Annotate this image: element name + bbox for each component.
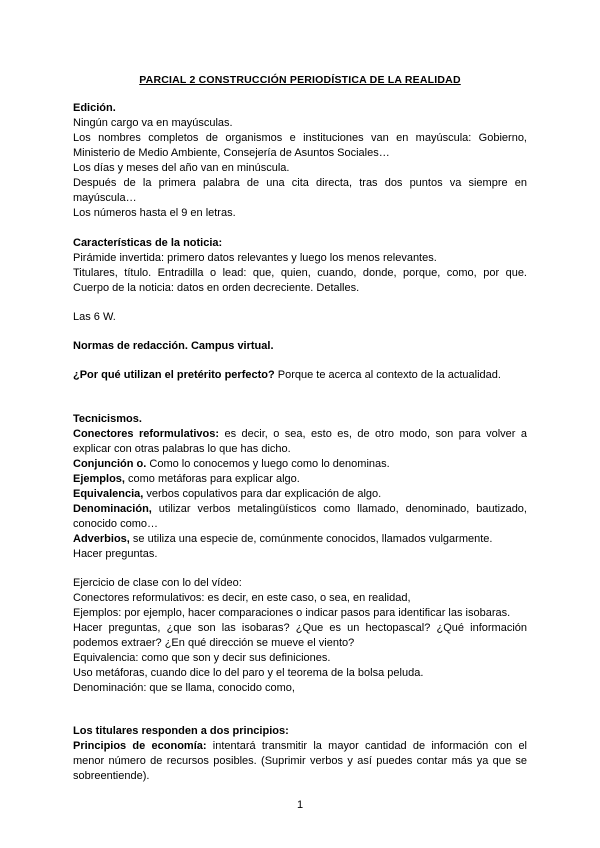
paragraph-line: Pirámide invertida: primero datos relevantes y luego los menos relevantes. xyxy=(73,252,437,264)
term-text: intentará transmitir la mayor cantidad de información con el xyxy=(206,740,528,752)
paragraph-line: conocido como… xyxy=(73,518,158,530)
paragraph-line xyxy=(73,457,527,471)
term-text: es decir, o sea, esto es, de otro modo, son para volver a xyxy=(219,428,527,440)
section-heading-tecnicismos: Tecnicismos. xyxy=(73,413,142,425)
paragraph-line: podemos extraer? ¿En qué dirección se mueve el viento? xyxy=(73,637,355,649)
section-heading-noticia: Características de la noticia: xyxy=(73,237,223,249)
paragraph-line xyxy=(73,739,527,753)
paragraph-line: Titulares, título. Entradilla o lead: que, quien, cuando, donde, porque, como, por que. xyxy=(73,267,527,279)
paragraph-line: sobreentiende). xyxy=(73,770,150,782)
section-heading-titulares: Los titulares responden a dos principios: xyxy=(73,725,289,737)
paragraph-line: explicar con otras palabras lo que has dicho. xyxy=(73,443,291,455)
paragraph-line: Uso metáforas, cuando dice lo del paro y el teorema de la bolsa peluda. xyxy=(73,667,424,679)
term-text: se utiliza una especie de, comúnmente conocidos, llamados vulgarmente. xyxy=(129,533,493,545)
paragraph-line: Los nombres completos de organismos e instituciones van en mayúscula: Gobierno, xyxy=(73,132,527,144)
section-heading-normas: Normas de redacción. Campus virtual. xyxy=(73,340,274,352)
preterito-answer: Porque te acerca al contexto de la actualidad. xyxy=(274,369,501,381)
term-text: verbos copulativos para dar explicación de algo. xyxy=(143,488,382,500)
paragraph-line: Las 6 W. xyxy=(73,311,116,323)
term-label: Adverbios, xyxy=(73,533,130,545)
paragraph-line xyxy=(73,427,527,441)
paragraph-line: Cuerpo de la noticia: datos en orden decreciente. Detalles. xyxy=(73,282,360,294)
term-label: Conectores reformulativos: xyxy=(73,428,220,440)
term-text: como metáforas para explicar algo. xyxy=(124,473,300,485)
paragraph-line xyxy=(73,502,527,516)
paragraph-line xyxy=(73,472,527,486)
paragraph-line: Conectores reformulativos: es decir, en este caso, o sea, en realidad, xyxy=(73,592,411,604)
paragraph-line: mayúscula… xyxy=(73,192,137,204)
document-title: PARCIAL 2 CONSTRUCCIÓN PERIODÍSTICA DE LA REALIDAD xyxy=(139,74,461,86)
paragraph-line: Hacer preguntas, ¿que son las isobaras? ¿Que es un hectopascal? ¿Qué información xyxy=(73,622,527,634)
paragraph-line: Los números hasta el 9 en letras. xyxy=(73,207,236,219)
term-label: Principios de economía: xyxy=(73,740,207,752)
term-label: Equivalencia, xyxy=(73,488,144,500)
paragraph-line: Ministerio de Medio Ambiente, Consejería de Asuntos Sociales… xyxy=(73,147,390,159)
paragraph-line: Ejercicio de clase con lo del vídeo: xyxy=(73,577,242,589)
paragraph-line: Equivalencia: como que son y decir sus definiciones. xyxy=(73,652,331,664)
paragraph-line: menor número de recursos posibles. (Suprimir verbos y así puedes contar más ya que se xyxy=(73,755,527,767)
paragraph-line: Denominación: que se llama, conocido como, xyxy=(73,682,295,694)
paragraph-line xyxy=(73,487,527,501)
term-text: Como lo conocemos y luego como lo denominas. xyxy=(146,458,390,470)
section-heading-edicion: Edición. xyxy=(73,102,116,114)
paragraph-line: Los días y meses del año van en minúscula. xyxy=(73,162,290,174)
paragraph-line: Ningún cargo va en mayúsculas. xyxy=(73,117,233,129)
paragraph-line: Después de la primera palabra de una cita directa, tras dos puntos va siempre en xyxy=(73,177,527,189)
paragraph-line xyxy=(73,532,527,546)
term-label: Denominación, xyxy=(73,503,152,515)
page-number: 1 xyxy=(296,799,304,811)
preterito-question: ¿Por qué utilizan el pretérito perfecto? xyxy=(73,369,275,381)
preterito-line xyxy=(73,368,527,382)
paragraph-line: Ejemplos: por ejemplo, hacer comparaciones o indicar pasos para identificar las isobaras. xyxy=(73,607,511,619)
term-label: Ejemplos, xyxy=(73,473,125,485)
paragraph-line: Hacer preguntas. xyxy=(73,548,158,560)
term-text: utilizar verbos metalingüísticos como llamado, denominado, bautizado, xyxy=(151,503,527,515)
term-label: Conjunción o. xyxy=(73,458,147,470)
